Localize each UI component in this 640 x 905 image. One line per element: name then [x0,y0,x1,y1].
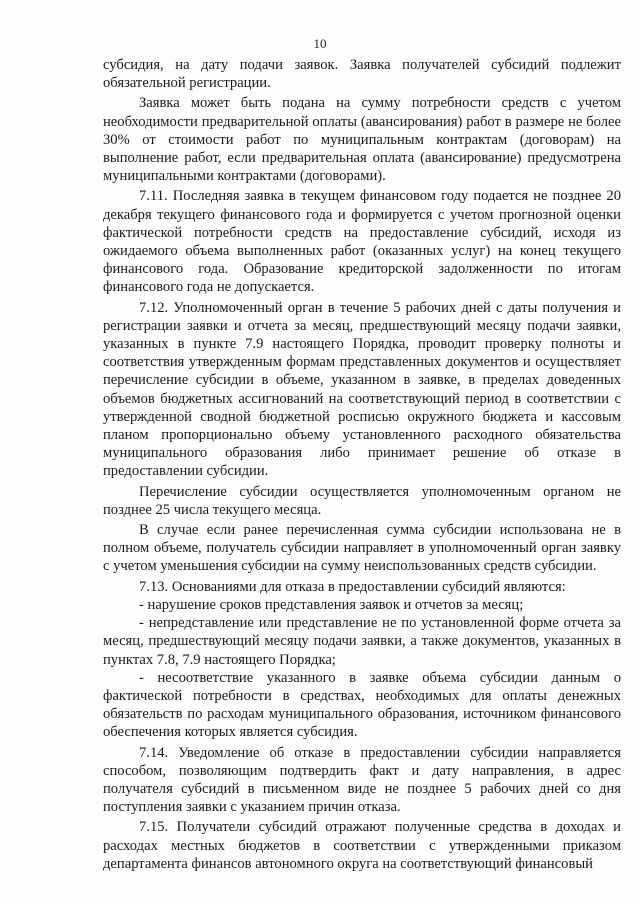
list-item-mismatch: - несоответствие указанного в заявке объема субсидии данным о фактической потребности в средствах, необходимых для оплаты денежных обязательств по расходам муниципального образования, источником финансового обеспечения которых является субсидия. [103,669,621,741]
page-number: 10 [313,36,327,51]
list-item-deadline-violation: - нарушение сроков представления заявок и отчетов за месяц; [139,596,524,613]
paragraph-continuation: субсидия, на дату подачи заявок. Заявка получателей субсидий подлежит обязательной регистрации. [103,57,621,92]
document-body [103,56,621,873]
paragraph-7-12: 7.12. Уполномоченный орган в течение 5 рабочих дней с даты получения и регистрации заявки и отчета за месяц, предшествующий месяцу подачи заявки, указанных в пункте 7.9 настоящего Порядка, проводит проверку полноты и соответствия утвержденным формам представленных документов и осуществляет перечисление субсидии в объеме, указанном в заявке, в пределах доведенных объемов бюджетных ассигнований на соответствующий период в соответствии с утвержденной сводной бюджетной росписью окружного бюджета и кассовым планом пропорционально объему установленного расходного обязательства муниципального образования либо принимает решение об отказе в предоставлении субсидии. [103,299,621,480]
paragraph-7-15: 7.15. Получатели субсидий отражают полученные средства в доходах и расходах местных бюджетов в соответствии с утвержденными приказом департамента финансов автономного округа на соответствующий финансовый [103,819,621,872]
list-item-nonsubmission: - непредставление или представление не по установленной форме отчета за месяц, предшествующий месяцу подачи заявки, а также документов, указанных в пунктах 7.8, 7.9 настоящего Порядка; [103,615,621,668]
paragraph-unused-funds: В случае если ранее перечисленная сумма субсидии использована не в полном объеме, получатель субсидии направляет в уполномоченный орган заявку с учетом уменьшения субсидии на сумму неиспользованных средств субсидии. [103,522,621,575]
paragraph-7-14: 7.14. Уведомление об отказе в предоставлении субсидии направляется способом, позволяющим подтвердить факт и дату направления, в адрес получателя субсидий в письменном виде не позднее 5 рабочих дней со дня поступления заявки с указанием причин отказа. [103,744,621,816]
paragraph-7-11: 7.11. Последняя заявка в текущем финансовом году подается не позднее 20 декабря текущего финансового года и формируется с учетом прогнозной оценки фактической потребности средств на предоставление субсидий, исходя из ожидаемого объема выполненных работ (оказанных услуг) на конец текущего финансового года. Образование кредиторской задолженности по итогам финансового года не допускается. [103,188,621,296]
paragraph-7-13: 7.13. Основаниями для отказа в предоставлении субсидий являются: [139,578,566,595]
paragraph-transfer-deadline: Перечисление субсидии осуществляется уполномоченным органом не позднее 25 числа текущего месяца. [103,483,621,518]
paragraph-advance-payment: Заявка может быть подана на сумму потребности средств с учетом необходимости предварительной оплаты (авансирования) работ в размере не более 30% от стоимости работ по муниципальным контрактам (договорам) на выполнение работ, если предварительная оплата (авансирование) предусмотрена муниципальными контрактами (договорами). [103,95,621,185]
